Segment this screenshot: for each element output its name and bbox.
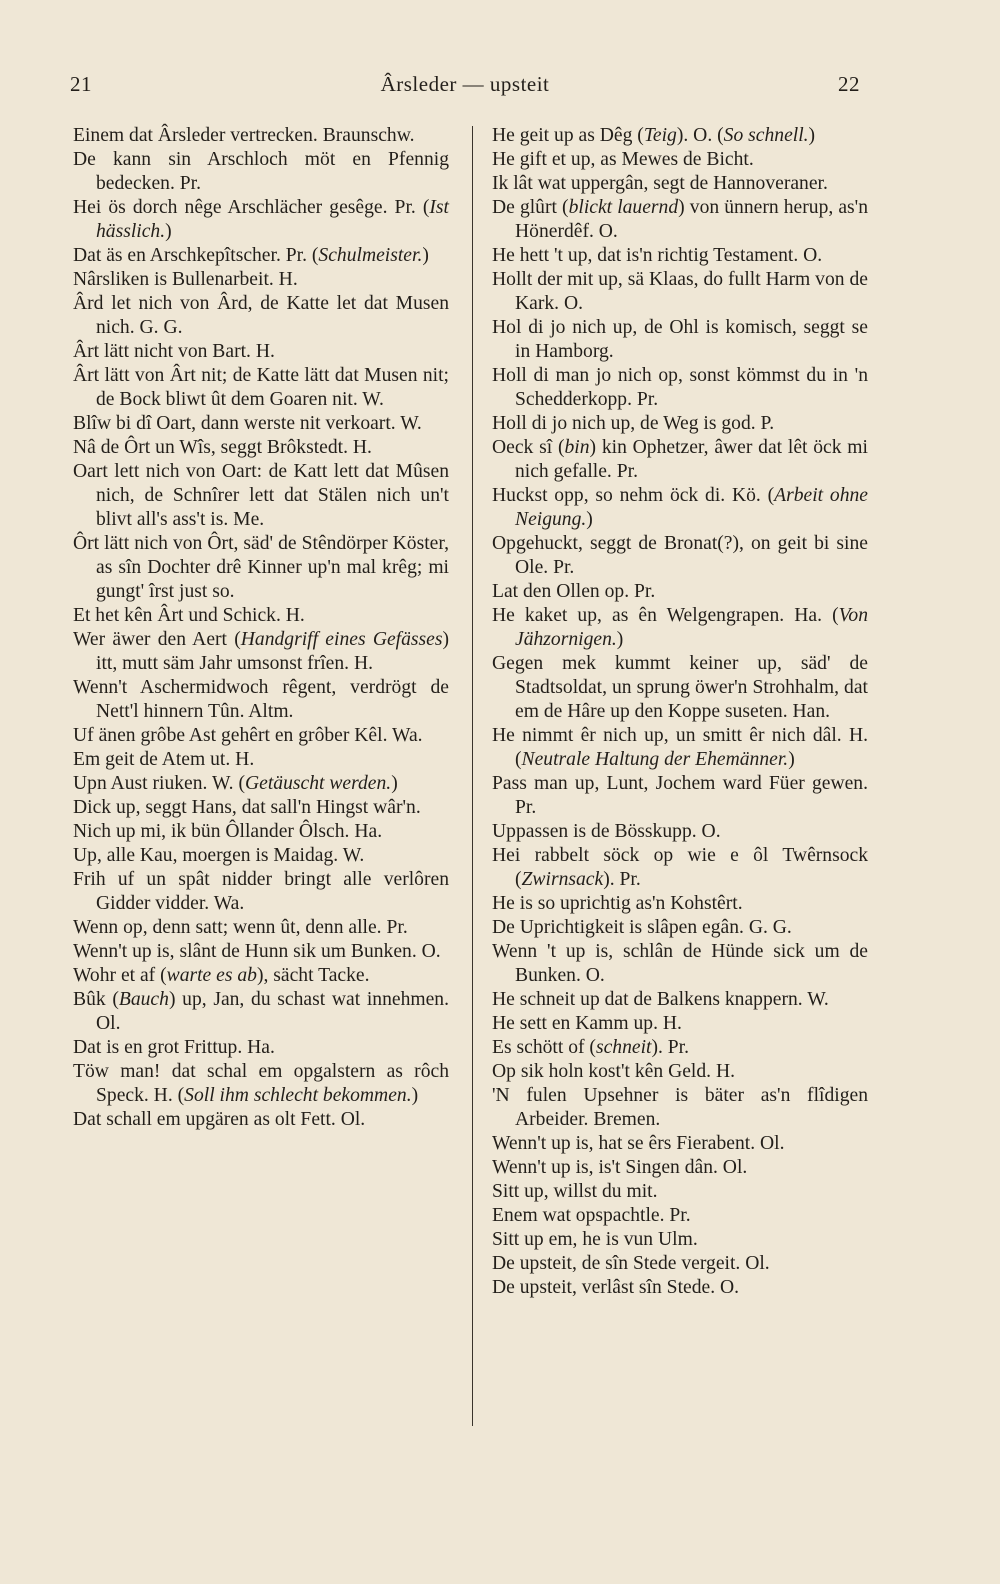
proverb-text: Dat äs en Arschkepîtscher. Pr. ( xyxy=(73,245,319,266)
proverb-text: Upn Aust riuken. W. ( xyxy=(73,773,245,794)
proverb-text: Ôrt lätt nich von Ôrt, säd' de Stêndörper Köster, as sîn Dochter drê Kinner up'n mal krêg; mi gungt' îrst just so. xyxy=(73,533,449,602)
proverb-text: ) kin Ophetzer, âwer dat lêt öck mi nich gefalle. Pr. xyxy=(515,437,868,482)
proverb-text: Wenn 't up is, schlân de Hünde sick um de Bunken. O. xyxy=(492,941,868,986)
proverb-entry xyxy=(492,604,868,652)
proverb-entry xyxy=(73,916,449,940)
proverb-entry xyxy=(73,604,449,628)
proverb-text: De Uprichtigkeit is slâpen egân. G. G. xyxy=(492,917,792,938)
proverb-entry xyxy=(73,412,449,436)
proverb-entry xyxy=(492,820,868,844)
proverb-entry xyxy=(492,1012,868,1036)
page-number-left: 21 xyxy=(70,72,92,96)
proverb-entry xyxy=(492,436,868,484)
proverb-text: Es schött of ( xyxy=(492,1037,596,1058)
proverb-entry xyxy=(73,748,449,772)
proverb-entry xyxy=(73,796,449,820)
proverb-entry xyxy=(492,532,868,580)
proverb-entry xyxy=(492,1252,868,1276)
gloss-italic: So schnell. xyxy=(723,125,809,146)
proverb-text: Dick up, seggt Hans, dat sall'n Hingst wâr'n. xyxy=(73,797,421,818)
proverb-text: Blîw bi dî Oart, dann werste nit verkoart. W. xyxy=(73,413,422,434)
gloss-italic: warte es ab xyxy=(166,965,257,986)
proverb-text: Enem wat opspachtle. Pr. xyxy=(492,1205,691,1226)
proverb-text: He hett 't up, dat is'n richtig Testament. O. xyxy=(492,245,823,266)
proverb-text: He geit up as Dêg ( xyxy=(492,125,644,146)
running-title: Ârsleder — upsteit xyxy=(380,72,550,96)
proverb-text: Hei ös dorch nêge Arschlächer gesêge. Pr. ( xyxy=(73,197,430,218)
proverb-text: Et het kên Ârt und Schick. H. xyxy=(73,605,305,626)
proverb-text: ) up, Jan, du schast wat innehmen. Ol. xyxy=(96,989,449,1034)
proverb-text: ) itt, mutt säm Jahr umsonst frîen. H. xyxy=(96,629,450,674)
gloss-italic: Von Jähzornigen. xyxy=(515,605,868,650)
proverb-text: ) xyxy=(391,773,398,794)
proverb-entry xyxy=(492,244,868,268)
proverb-text: Oeck sî ( xyxy=(492,437,565,458)
proverb-text: Up, alle Kau, moergen is Maidag. W. xyxy=(73,845,365,866)
proverb-entry xyxy=(492,1156,868,1180)
proverb-text: Wenn't up is, is't Singen dân. Ol. xyxy=(492,1157,748,1178)
left-column xyxy=(73,124,449,1132)
proverb-text: Hol di jo nich up, de Ohl is komisch, seggt se in Hamborg. xyxy=(492,317,868,362)
proverb-entry xyxy=(492,412,868,436)
proverb-entry xyxy=(492,484,868,532)
proverb-entry xyxy=(73,988,449,1036)
proverb-text: Op sik holn kost't kên Geld. H. xyxy=(492,1061,735,1082)
proverb-text: ) xyxy=(165,221,172,242)
proverb-text: Sitt up, willst du mit. xyxy=(492,1181,658,1202)
proverb-text: Ârt lätt nicht von Bart. H. xyxy=(73,341,275,362)
proverb-text: ). Pr. xyxy=(603,869,641,890)
proverb-text: Dat schall em upgären as olt Fett. Ol. xyxy=(73,1109,366,1130)
gloss-italic: Handgriff eines Gefässes xyxy=(240,629,443,650)
proverb-text: Ik lât wat uppergân, segt de Hannoveraner. xyxy=(492,173,828,194)
proverb-entry xyxy=(73,772,449,796)
proverb-text: Uppassen is de Bösskupp. O. xyxy=(492,821,721,842)
proverb-entry xyxy=(492,1060,868,1084)
proverb-text: Pass man up, Lunt, Jochem ward Füer gewen. Pr. xyxy=(492,773,868,818)
proverb-entry xyxy=(492,652,868,724)
proverb-text: ) xyxy=(586,509,593,530)
proverb-text: 'N fulen Upsehner is bäter as'n flîdigen Arbeider. Bremen. xyxy=(492,1085,868,1130)
proverb-entry xyxy=(492,1204,868,1228)
proverb-text: Holl di man jo nich op, sonst kömmst du in 'n Schedderkopp. Pr. xyxy=(492,365,868,410)
proverb-text: De upsteit, de sîn Stede vergeit. Ol. xyxy=(492,1253,770,1274)
proverb-entry xyxy=(73,340,449,364)
right-column xyxy=(492,124,868,1300)
proverb-entry xyxy=(492,580,868,604)
gloss-italic: bin xyxy=(564,437,590,458)
column-divider xyxy=(472,126,473,1426)
proverb-entry xyxy=(73,268,449,292)
proverb-entry xyxy=(492,940,868,988)
proverb-text: He kaket up, as ên Welgengrapen. Ha. ( xyxy=(492,605,839,626)
proverb-text: Wenn't up is, slânt de Hunn sik um Bunken. O. xyxy=(73,941,441,962)
proverb-text: Wenn't Aschermidwoch rêgent, verdrögt de Nett'l hinnern Tûn. Altm. xyxy=(73,677,449,722)
proverb-entry xyxy=(492,1132,868,1156)
proverb-text: Nârsliken is Bullenarbeit. H. xyxy=(73,269,298,290)
proverb-text: ) xyxy=(788,749,795,770)
proverb-text: De upsteit, verlâst sîn Stede. O. xyxy=(492,1277,740,1298)
proverb-entry xyxy=(492,988,868,1012)
proverb-text: ) xyxy=(422,245,429,266)
proverb-entry xyxy=(492,892,868,916)
proverb-text: Oart lett nich von Oart: de Katt lett dat Mûsen nich, de Schnîrer lett dat Stälen nich un't blivt all's ass't is. Me. xyxy=(73,461,449,530)
proverb-entry xyxy=(73,1060,449,1108)
proverb-entry xyxy=(492,124,868,148)
proverb-entry xyxy=(73,940,449,964)
gloss-italic: Soll ihm schlecht bekommen. xyxy=(184,1085,412,1106)
proverb-text: He is so uprichtig as'n Kohstêrt. xyxy=(492,893,743,914)
gloss-italic: Schulmeister. xyxy=(318,245,423,266)
proverb-text: Wohr et af ( xyxy=(73,965,167,986)
proverb-entry xyxy=(492,1036,868,1060)
proverb-text: Dat is en grot Frittup. Ha. xyxy=(73,1037,275,1058)
proverb-entry xyxy=(492,364,868,412)
proverb-text: Sitt up em, he is vun Ulm. xyxy=(492,1229,698,1250)
proverb-entry xyxy=(73,292,449,340)
gloss-italic: Neutrale Haltung der Ehemänner. xyxy=(521,749,789,770)
gloss-italic: blickt lauernd xyxy=(568,197,679,218)
proverb-text: Huckst opp, so nehm öck di. Kö. ( xyxy=(492,485,775,506)
proverb-entry xyxy=(492,1084,868,1132)
proverb-text: Gegen mek kummt keiner up, säd' de Stadtsoldat, un sprung öwer'n Strohhalm, dat em de Hâre up den Koppe suseten. Han. xyxy=(492,653,868,722)
proverb-entry xyxy=(73,364,449,412)
proverb-entry xyxy=(492,316,868,364)
gloss-italic: Bauch xyxy=(118,989,169,1010)
proverb-text: Uf änen grôbe Ast gehêrt en grôber Kêl. Wa. xyxy=(73,725,423,746)
proverb-entry xyxy=(73,964,449,988)
gloss-italic: Teig xyxy=(643,125,677,146)
proverb-text: ) von ünnern herup, as'n Hönerdêf. O. xyxy=(515,197,869,242)
proverb-text: Einem dat Ârsleder vertrecken. Braunschw. xyxy=(73,125,415,146)
proverb-entry xyxy=(492,196,868,244)
proverb-text: De glûrt ( xyxy=(492,197,569,218)
proverb-text: Frih uf un spât nidder bringt alle verlôren Gidder vidder. Wa. xyxy=(73,869,449,914)
proverb-text: Nich up mi, ik bün Ôllander Ôlsch. Ha. xyxy=(73,821,383,842)
proverb-text: De kann sin Arschloch möt en Pfennig bedecken. Pr. xyxy=(73,149,449,194)
proverb-text: ). O. ( xyxy=(676,125,724,146)
running-header xyxy=(70,72,860,102)
proverb-entry xyxy=(492,772,868,820)
proverb-entry xyxy=(492,1276,868,1300)
proverb-text: Wenn op, denn satt; wenn ût, denn alle. Pr. xyxy=(73,917,408,938)
proverb-entry xyxy=(73,532,449,604)
proverb-text: Wer äwer den Aert ( xyxy=(73,629,241,650)
proverb-text: Holl di jo nich up, de Weg is god. P. xyxy=(492,413,775,434)
proverb-entry xyxy=(73,628,449,676)
proverb-entry xyxy=(73,724,449,748)
proverb-text: Lat den Ollen op. Pr. xyxy=(492,581,656,602)
proverb-entry xyxy=(492,1180,868,1204)
proverb-text: He schneit up dat de Balkens knappern. W. xyxy=(492,989,829,1010)
proverb-entry xyxy=(73,124,449,148)
proverb-entry xyxy=(73,820,449,844)
proverb-entry xyxy=(73,196,449,244)
proverb-text: Opgehuckt, seggt de Bronat(?), on geit bi sine Ole. Pr. xyxy=(492,533,868,578)
proverb-text: Hei rabbelt söck op wie e ôl Twêrnsock ( xyxy=(492,845,868,890)
proverb-text: ) xyxy=(411,1085,419,1106)
proverb-text: Ârd let nich von Ârd, de Katte let dat Musen nich. G. G. xyxy=(73,293,449,338)
proverb-entry xyxy=(73,676,449,724)
gloss-italic: Arbeit ohne Neigung. xyxy=(515,485,868,530)
proverb-entry xyxy=(492,172,868,196)
proverb-text: ) xyxy=(616,629,624,650)
gloss-italic: Zwirnsack xyxy=(521,869,604,890)
proverb-entry xyxy=(73,1108,449,1132)
proverb-entry xyxy=(492,268,868,316)
proverb-text: Ârt lätt von Ârt nit; de Katte lätt dat Musen nit; de Bock bliwt ût dem Goaren nit. W. xyxy=(73,365,449,410)
proverb-entry xyxy=(73,148,449,196)
proverb-entry xyxy=(73,460,449,532)
proverb-entry xyxy=(73,868,449,916)
page-number-right: 22 xyxy=(838,72,860,96)
gloss-italic: Getäuscht werden. xyxy=(245,773,392,794)
proverb-text: Töw man! dat schal em opgalstern as rôch Speck. H. ( xyxy=(73,1061,449,1106)
proverb-text: ), sächt Tacke. xyxy=(256,965,370,986)
proverb-entry xyxy=(492,1228,868,1252)
proverb-text: He sett en Kamm up. H. xyxy=(492,1013,682,1034)
gloss-italic: schneit xyxy=(595,1037,652,1058)
gloss-italic: Ist hässlich. xyxy=(96,197,449,242)
proverb-text: Bûk ( xyxy=(73,989,119,1010)
proverb-entry xyxy=(492,844,868,892)
proverb-entry xyxy=(492,148,868,172)
proverb-text: He nimmt êr nich up, un smitt êr nich dâl. H. ( xyxy=(492,725,868,770)
proverb-entry xyxy=(73,436,449,460)
proverb-text: Nâ de Ôrt un Wîs, seggt Brôkstedt. H. xyxy=(73,437,372,458)
proverb-text: ). Pr. xyxy=(651,1037,690,1058)
proverb-entry xyxy=(492,916,868,940)
proverb-entry xyxy=(73,1036,449,1060)
proverb-entry xyxy=(73,244,449,268)
proverb-text: Em geit de Atem ut. H. xyxy=(73,749,255,770)
proverb-text: ) xyxy=(808,125,816,146)
proverb-text: Hollt der mit up, sä Klaas, do fullt Harm von de Kark. O. xyxy=(492,269,868,314)
proverb-text: He gift et up, as Mewes de Bicht. xyxy=(492,149,754,170)
proverb-entry xyxy=(492,724,868,772)
proverb-entry xyxy=(73,844,449,868)
proverb-text: Wenn't up is, hat se êrs Fierabent. Ol. xyxy=(492,1133,785,1154)
